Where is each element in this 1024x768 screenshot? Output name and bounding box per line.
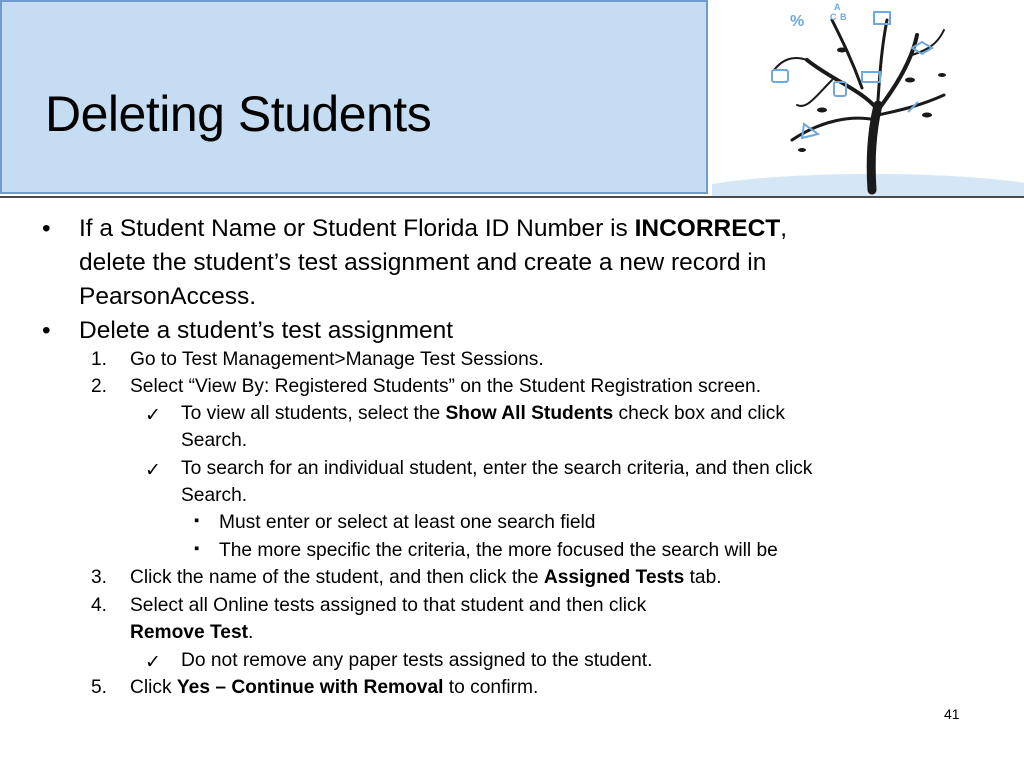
step-5-text: Click Yes – Continue with Removal to confirm. xyxy=(130,677,539,698)
step-number: 3. xyxy=(91,567,108,588)
svg-text:B: B xyxy=(840,12,847,22)
checkmark-icon: ✓ xyxy=(145,405,162,426)
bullet-incorrect-line3: PearsonAccess. xyxy=(79,283,257,310)
step-number: 2. xyxy=(91,376,108,397)
bullet-delete-assignment: Delete a student’s test assignment xyxy=(79,317,454,344)
checkmark-icon: ✓ xyxy=(145,460,162,481)
step-2-text: Select “View By: Registered Students” on the Student Registration screen. xyxy=(130,376,762,397)
step-number: 5. xyxy=(91,677,108,698)
svg-text:C: C xyxy=(830,12,837,22)
bullet-marker: • xyxy=(42,317,51,344)
step-4-line2: Remove Test. xyxy=(130,622,254,643)
step-number: 4. xyxy=(91,595,108,616)
svg-text:A: A xyxy=(834,2,841,12)
check-individual-line1: To search for an individual student, enter the search criteria, and then click xyxy=(181,458,813,479)
check-paper-tests: Do not remove any paper tests assigned to the student. xyxy=(181,650,653,671)
bullet-marker: • xyxy=(42,215,51,242)
bullet-incorrect-line1: If a Student Name or Student Florida ID Number is INCORRECT, xyxy=(79,215,788,242)
step-4-line1: Select all Online tests assigned to that student and then click xyxy=(130,595,647,616)
check-show-all-line1: To view all students, select the Show All Students check box and click xyxy=(181,403,785,424)
square-bullet-icon: ▪ xyxy=(194,512,200,529)
step-3-text: Click the name of the student, and then click the Assigned Tests tab. xyxy=(130,567,722,588)
sub-bullet-specific-criteria: The more specific the criteria, the more focused the search will be xyxy=(219,540,778,561)
page-number: 41 xyxy=(944,706,960,722)
svg-text:%: % xyxy=(790,13,805,30)
check-individual-line2: Search. xyxy=(181,485,248,506)
check-show-all-line2: Search. xyxy=(181,430,248,451)
slide-title: Deleting Students xyxy=(45,86,432,142)
step-number: 1. xyxy=(91,349,108,370)
checkmark-icon: ✓ xyxy=(145,652,162,673)
square-bullet-icon: ▪ xyxy=(194,540,200,557)
step-1-text: Go to Test Management>Manage Test Sessions. xyxy=(130,349,544,370)
bullet-incorrect-line2: delete the student’s test assignment and create a new record in xyxy=(79,249,767,276)
sub-bullet-search-field: Must enter or select at least one search field xyxy=(219,512,596,533)
